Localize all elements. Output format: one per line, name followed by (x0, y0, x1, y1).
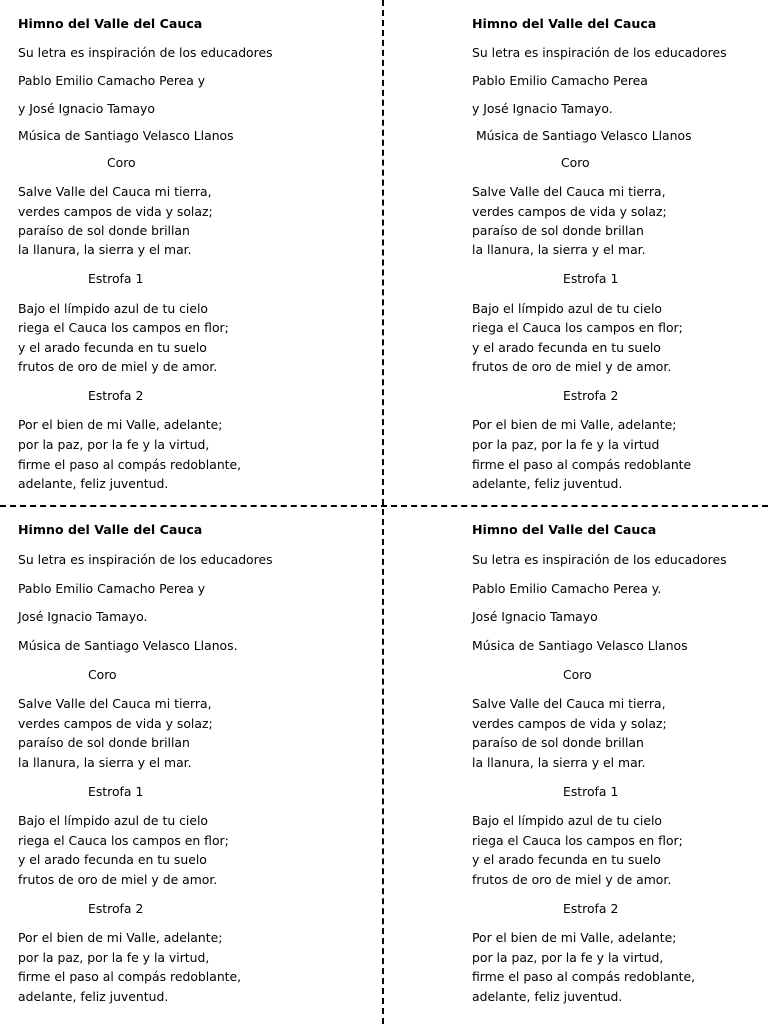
verse-line: Salve Valle del Cauca mi tierra, (472, 184, 666, 199)
verse-line: paraíso de sol donde brillan (18, 223, 190, 238)
verse-line: firme el paso al compás redoblante, (18, 457, 242, 472)
verse-line: Por el bien de mi Valle, adelante; (18, 417, 223, 432)
hymn-title: Himno del Valle del Cauca (18, 522, 203, 537)
coro-heading: Coro (561, 155, 590, 170)
verse-line: riega el Cauca los campos en flor; (18, 320, 229, 335)
verse-line: la llanura, la sierra y el mar. (18, 755, 192, 770)
hymn-title: Himno del Valle del Cauca (472, 16, 657, 31)
verse-line: adelante, feliz juventud. (18, 989, 169, 1004)
credits-line: Su letra es inspiración de los educadores (472, 552, 727, 567)
vertical-cut-line (382, 0, 384, 1024)
credits-line: Su letra es inspiración de los educadores (18, 552, 273, 567)
verse-line: adelante, feliz juventud. (18, 476, 169, 491)
credits-line: Música de Santiago Velasco Llanos (18, 128, 234, 143)
verse-line: Bajo el límpido azul de tu cielo (472, 813, 663, 828)
credits-line: Pablo Emilio Camacho Perea y (18, 581, 206, 596)
verse-line: verdes campos de vida y solaz; (472, 716, 667, 731)
hymn-title: Himno del Valle del Cauca (472, 522, 657, 537)
verse-line: la llanura, la sierra y el mar. (18, 242, 192, 257)
verse-line: riega el Cauca los campos en flor; (472, 833, 683, 848)
credits-line: Su letra es inspiración de los educadores (472, 45, 727, 60)
verse-line: Bajo el límpido azul de tu cielo (472, 301, 663, 316)
verse-line: Por el bien de mi Valle, adelante; (472, 417, 677, 432)
estrofa-heading: Estrofa 1 (88, 784, 144, 799)
verse-line: Bajo el límpido azul de tu cielo (18, 301, 209, 316)
credits-line: Música de Santiago Velasco Llanos. (18, 638, 238, 653)
credits-line: y José Ignacio Tamayo (18, 101, 155, 116)
verse-line: verdes campos de vida y solaz; (18, 204, 213, 219)
verse-line: por la paz, por la fe y la virtud, (472, 950, 664, 965)
verse-line: firme el paso al compás redoblante, (18, 969, 242, 984)
verse-line: Por el bien de mi Valle, adelante; (472, 930, 677, 945)
coro-heading: Coro (88, 667, 117, 682)
credits-line: y José Ignacio Tamayo. (472, 101, 613, 116)
verse-line: firme el paso al compás redoblante, (472, 969, 696, 984)
credits-line: José Ignacio Tamayo (472, 609, 598, 624)
estrofa-heading: Estrofa 1 (563, 271, 619, 286)
verse-line: paraíso de sol donde brillan (472, 735, 644, 750)
verse-line: frutos de oro de miel y de amor. (18, 359, 218, 374)
verse-line: adelante, feliz juventud. (472, 476, 623, 491)
verse-line: Bajo el límpido azul de tu cielo (18, 813, 209, 828)
verse-line: verdes campos de vida y solaz; (472, 204, 667, 219)
estrofa-heading: Estrofa 1 (88, 271, 144, 286)
verse-line: y el arado fecunda en tu suelo (18, 852, 207, 867)
verse-line: frutos de oro de miel y de amor. (18, 872, 218, 887)
horizontal-cut-line (0, 505, 768, 507)
verse-line: Por el bien de mi Valle, adelante; (18, 930, 223, 945)
verse-line: por la paz, por la fe y la virtud (472, 437, 660, 452)
verse-line: la llanura, la sierra y el mar. (472, 755, 646, 770)
credits-line: José Ignacio Tamayo. (18, 609, 148, 624)
estrofa-heading: Estrofa 2 (88, 388, 144, 403)
verse-line: frutos de oro de miel y de amor. (472, 872, 672, 887)
verse-line: riega el Cauca los campos en flor; (18, 833, 229, 848)
verse-line: y el arado fecunda en tu suelo (472, 852, 661, 867)
verse-line: frutos de oro de miel y de amor. (472, 359, 672, 374)
verse-line: firme el paso al compás redoblante (472, 457, 692, 472)
estrofa-heading: Estrofa 2 (563, 901, 619, 916)
verse-line: Salve Valle del Cauca mi tierra, (18, 696, 212, 711)
credits-line: Música de Santiago Velasco Llanos (472, 638, 688, 653)
verse-line: paraíso de sol donde brillan (18, 735, 190, 750)
coro-heading: Coro (107, 155, 136, 170)
verse-line: adelante, feliz juventud. (472, 989, 623, 1004)
hymn-title: Himno del Valle del Cauca (18, 16, 203, 31)
credits-line: Pablo Emilio Camacho Perea y. (472, 581, 662, 596)
verse-line: verdes campos de vida y solaz; (18, 716, 213, 731)
credits-line: Música de Santiago Velasco Llanos (472, 128, 692, 143)
credits-line: Pablo Emilio Camacho Perea (472, 73, 648, 88)
verse-line: Salve Valle del Cauca mi tierra, (18, 184, 212, 199)
estrofa-heading: Estrofa 2 (563, 388, 619, 403)
credits-line: Su letra es inspiración de los educadores (18, 45, 273, 60)
credits-line: Pablo Emilio Camacho Perea y (18, 73, 206, 88)
verse-line: paraíso de sol donde brillan (472, 223, 644, 238)
verse-line: y el arado fecunda en tu suelo (472, 340, 661, 355)
estrofa-heading: Estrofa 1 (563, 784, 619, 799)
verse-line: y el arado fecunda en tu suelo (18, 340, 207, 355)
verse-line: por la paz, por la fe y la virtud, (18, 950, 210, 965)
estrofa-heading: Estrofa 2 (88, 901, 144, 916)
verse-line: riega el Cauca los campos en flor; (472, 320, 683, 335)
verse-line: la llanura, la sierra y el mar. (472, 242, 646, 257)
verse-line: por la paz, por la fe y la virtud, (18, 437, 210, 452)
verse-line: Salve Valle del Cauca mi tierra, (472, 696, 666, 711)
coro-heading: Coro (563, 667, 592, 682)
